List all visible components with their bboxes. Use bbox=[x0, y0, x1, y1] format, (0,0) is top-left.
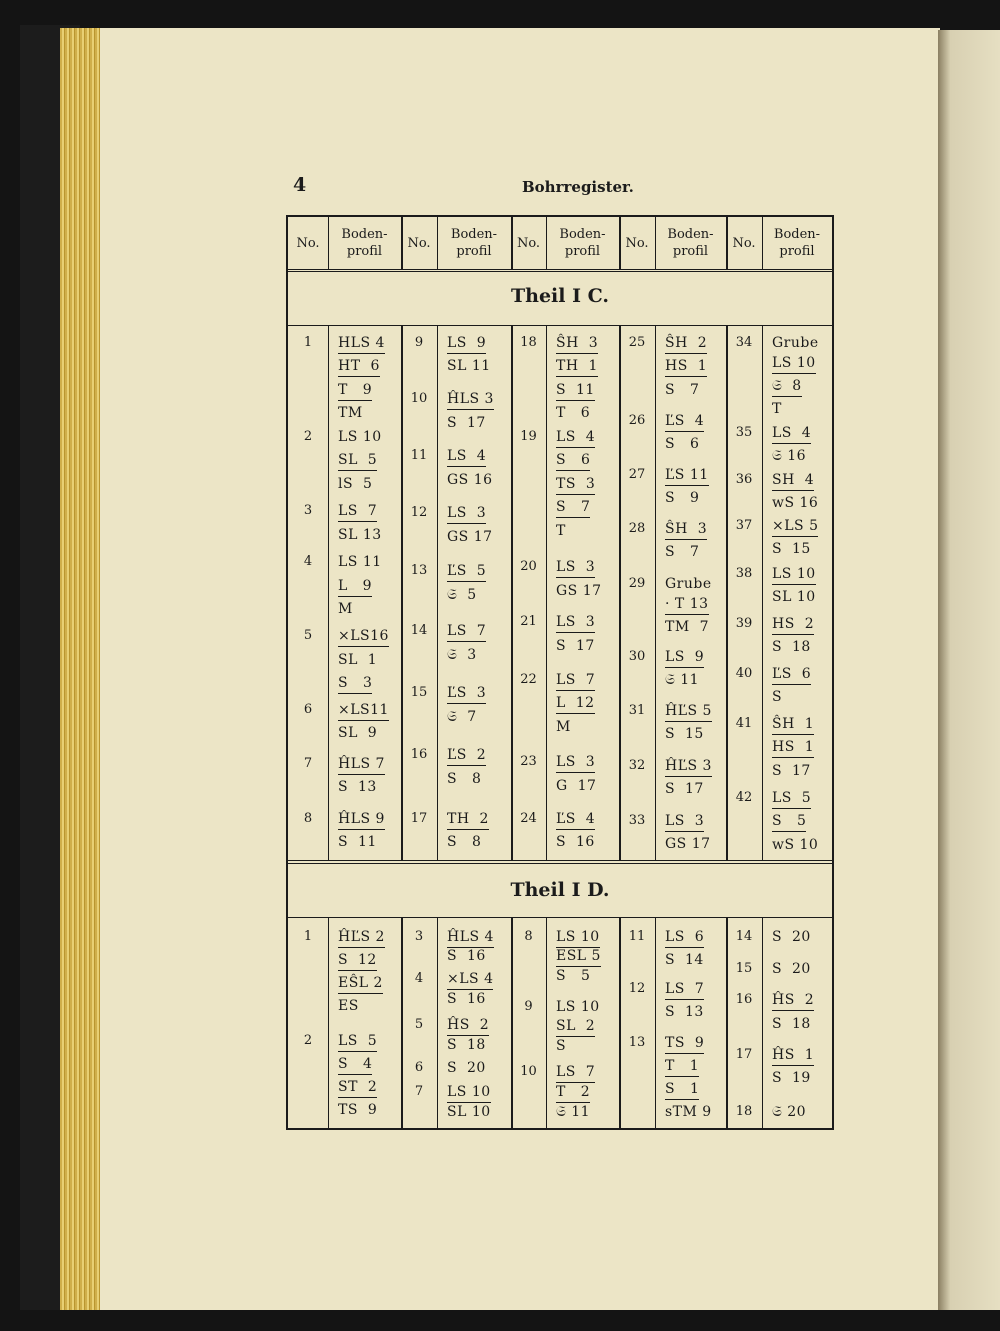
col-header-no: No. bbox=[732, 235, 756, 251]
soil-profile-entry: LS 7 bbox=[556, 1064, 596, 1080]
soil-profile-entry: S 8 bbox=[447, 834, 482, 850]
boring-number: 5 bbox=[414, 1017, 424, 1032]
page-title: Bohrregister. bbox=[522, 178, 634, 196]
soil-profile-entry: T 6 bbox=[556, 405, 591, 421]
soil-profile-entry: LS 11 bbox=[338, 554, 382, 570]
soil-profile-entry: ×LS 5 bbox=[772, 518, 819, 534]
soil-profile-entry: TM 7 bbox=[665, 619, 709, 635]
boring-number: 13 bbox=[628, 1035, 646, 1050]
column-separator bbox=[619, 217, 621, 269]
soil-profile-entry: S 18 bbox=[447, 1037, 486, 1053]
boring-number: 3 bbox=[414, 929, 424, 944]
column-rule bbox=[328, 325, 329, 860]
soil-profile-entry: ŜH 2 bbox=[665, 335, 708, 351]
section-title-id: Theil I D. bbox=[510, 879, 610, 901]
soil-profile-entry: LS 10 bbox=[338, 429, 382, 445]
soil-profile-entry: S 5 bbox=[772, 813, 807, 829]
soil-profile-entry: ĤĽS 5 bbox=[665, 703, 712, 719]
soil-profile-entry: S 18 bbox=[772, 1016, 811, 1032]
boring-number: 21 bbox=[520, 614, 537, 629]
boring-number: 18 bbox=[735, 1104, 753, 1119]
boring-number: 35 bbox=[735, 425, 753, 440]
soil-profile-entry: S 3 bbox=[338, 675, 373, 691]
boring-number: 17 bbox=[410, 811, 428, 826]
soil-profile-entry: SL 10 bbox=[772, 589, 816, 605]
col-header-profile: Boden- profil bbox=[450, 227, 498, 259]
column-rule bbox=[546, 917, 547, 1128]
soil-profile-entry: LS 6 bbox=[665, 929, 705, 945]
soil-profile-entry: T bbox=[772, 401, 782, 417]
column-rule bbox=[762, 325, 763, 860]
boring-number: 23 bbox=[520, 754, 537, 769]
boring-number: 41 bbox=[735, 716, 753, 731]
col-header-no: No. bbox=[407, 235, 431, 251]
soil-profile-entry: S bbox=[772, 689, 783, 705]
boring-number: 22 bbox=[520, 672, 537, 687]
column-separator bbox=[401, 917, 403, 1128]
boring-number: 19 bbox=[520, 429, 537, 444]
boring-number: 34 bbox=[735, 335, 753, 350]
boring-number: 37 bbox=[735, 518, 753, 533]
soil-profile-entry: HS 1 bbox=[772, 739, 815, 755]
soil-profile-entry: GS 16 bbox=[447, 472, 493, 488]
col-header-no: No. bbox=[625, 235, 649, 251]
soil-profile-entry: ĽS 5 bbox=[447, 563, 487, 579]
soil-profile-entry: T 1 bbox=[665, 1058, 700, 1074]
boring-number: 14 bbox=[410, 623, 428, 638]
col-header-profile: Boden- profil bbox=[667, 227, 714, 259]
boring-number: 13 bbox=[410, 563, 428, 578]
column-rule bbox=[655, 217, 656, 269]
soil-profile-entry: S 20 bbox=[772, 929, 811, 945]
boring-number: 17 bbox=[735, 1047, 753, 1062]
soil-profile-entry: 𝔖 20 bbox=[772, 1104, 807, 1120]
soil-profile-entry: S 5 bbox=[556, 968, 591, 984]
column-rule bbox=[437, 217, 438, 269]
soil-profile-entry: ×LS 4 bbox=[447, 971, 494, 987]
boring-number: 36 bbox=[735, 472, 753, 487]
soil-profile-entry: ĤLS 9 bbox=[338, 811, 385, 827]
column-rule bbox=[437, 917, 438, 1128]
boring-number: 4 bbox=[303, 554, 313, 569]
boring-number: 15 bbox=[735, 961, 753, 976]
boring-number: 5 bbox=[303, 628, 313, 643]
soil-profile-entry: 𝔖 8 bbox=[772, 378, 802, 394]
soil-profile-entry: S 1 bbox=[665, 1081, 700, 1097]
soil-profile-entry: SL 1 bbox=[338, 652, 378, 668]
soil-profile-entry: S 17 bbox=[447, 415, 486, 431]
soil-profile-entry: T 9 bbox=[338, 382, 373, 398]
boring-number: 12 bbox=[628, 981, 646, 996]
soil-profile-entry: ST 2 bbox=[338, 1079, 378, 1095]
soil-profile-entry: S 16 bbox=[447, 948, 486, 964]
soil-profile-entry: LS 7 bbox=[556, 672, 596, 688]
column-separator bbox=[726, 325, 728, 860]
soil-profile-entry: L 12 bbox=[556, 695, 595, 711]
soil-profile-entry: Grube bbox=[772, 335, 819, 351]
soil-profile-entry: 𝔖 3 bbox=[447, 647, 477, 663]
boring-number: 29 bbox=[628, 576, 646, 591]
soil-profile-entry: ES bbox=[338, 998, 359, 1014]
soil-profile-entry: M bbox=[556, 719, 571, 735]
boring-number: 14 bbox=[735, 929, 753, 944]
soil-profile-entry: S 8 bbox=[447, 771, 482, 787]
boring-number: 39 bbox=[735, 616, 753, 631]
boring-number: 9 bbox=[414, 335, 424, 350]
soil-profile-entry: HLS 4 bbox=[338, 335, 385, 351]
soil-profile-entry: T 2 bbox=[556, 1084, 591, 1100]
soil-profile-entry: M bbox=[338, 601, 353, 617]
soil-profile-entry: L 9 bbox=[338, 578, 373, 594]
soil-profile-entry: 𝔖 5 bbox=[447, 587, 477, 603]
soil-profile-entry: LS 7 bbox=[338, 503, 378, 519]
soil-profile-entry: TH 2 bbox=[447, 811, 489, 827]
soil-profile-entry: SL 13 bbox=[338, 527, 382, 543]
boring-number: 20 bbox=[520, 559, 537, 574]
soil-profile-entry: T bbox=[556, 523, 566, 539]
soil-profile-entry: ĤĽS 2 bbox=[338, 929, 385, 945]
boring-number: 4 bbox=[414, 971, 424, 986]
boring-number: 9 bbox=[524, 999, 533, 1014]
column-rule bbox=[546, 325, 547, 860]
boring-number: 28 bbox=[628, 521, 646, 536]
soil-profile-entry: LS 7 bbox=[665, 981, 705, 997]
soil-profile-entry: SH 4 bbox=[772, 472, 815, 488]
section-divider bbox=[288, 917, 832, 918]
boring-number: 10 bbox=[410, 391, 428, 406]
boring-number: 11 bbox=[410, 448, 428, 463]
soil-profile-entry: ŜH 1 bbox=[772, 716, 815, 732]
soil-profile-entry: ĤĽS 3 bbox=[665, 758, 712, 774]
soil-profile-entry: LS 7 bbox=[447, 623, 487, 639]
soil-profile-entry: ĤLS 3 bbox=[447, 391, 494, 407]
soil-profile-entry: HS 2 bbox=[772, 616, 815, 632]
soil-profile-entry: S 17 bbox=[772, 763, 811, 779]
column-rule bbox=[546, 217, 547, 269]
soil-profile-entry: ĽS 2 bbox=[447, 747, 487, 763]
soil-profile-entry: S 18 bbox=[772, 639, 811, 655]
boring-number: 1 bbox=[303, 929, 313, 944]
boring-number: 6 bbox=[414, 1060, 424, 1075]
soil-profile-entry: TH 1 bbox=[556, 358, 598, 374]
column-separator bbox=[511, 217, 513, 269]
soil-profile-entry: LS 9 bbox=[665, 649, 705, 665]
bohrregister-table bbox=[286, 215, 834, 1130]
soil-profile-entry: sTM 9 bbox=[665, 1104, 712, 1120]
soil-profile-entry: LS 10 bbox=[447, 1084, 491, 1100]
section-divider bbox=[288, 325, 832, 326]
boring-number: 16 bbox=[735, 992, 753, 1007]
soil-profile-entry: · T 13 bbox=[665, 596, 709, 612]
soil-profile-entry: S 13 bbox=[338, 779, 377, 795]
soil-profile-entry: SL 11 bbox=[447, 358, 491, 374]
boring-number: 6 bbox=[303, 702, 313, 717]
soil-profile-entry: S 11 bbox=[338, 834, 377, 850]
soil-profile-entry: LS 10 bbox=[556, 999, 600, 1015]
page-number: 4 bbox=[293, 174, 307, 196]
table-header-row bbox=[288, 217, 832, 272]
soil-profile-entry: LS 5 bbox=[772, 790, 812, 806]
soil-profile-entry: LS 10 bbox=[556, 929, 600, 945]
soil-profile-entry: ĽS 3 bbox=[447, 685, 487, 701]
soil-profile-entry: S 9 bbox=[665, 490, 700, 506]
boring-number: 7 bbox=[414, 1084, 424, 1099]
soil-profile-entry: GS 17 bbox=[556, 583, 602, 599]
soil-profile-entry: GS 17 bbox=[665, 836, 711, 852]
soil-profile-entry: S 7 bbox=[665, 382, 700, 398]
col-header-profile: Boden- profil bbox=[773, 227, 821, 259]
soil-profile-entry: ĽS 6 bbox=[772, 666, 812, 682]
soil-profile-entry: SL 9 bbox=[338, 725, 378, 741]
soil-profile-entry: S 15 bbox=[772, 541, 811, 557]
col-header-profile: Boden- profil bbox=[341, 227, 388, 259]
boring-number: 2 bbox=[303, 1033, 313, 1048]
soil-profile-entry: TS 3 bbox=[556, 476, 596, 492]
soil-profile-entry: LS 3 bbox=[665, 813, 705, 829]
soil-profile-entry: S 13 bbox=[665, 1004, 704, 1020]
soil-profile-entry: EŜL 2 bbox=[338, 975, 383, 991]
soil-profile-entry: ĤS 2 bbox=[772, 992, 815, 1008]
col-header-no: No. bbox=[296, 235, 320, 251]
column-separator bbox=[619, 325, 621, 860]
soil-profile-entry: ĤLS 4 bbox=[447, 929, 494, 945]
boring-number: 33 bbox=[628, 813, 646, 828]
soil-profile-entry: S 19 bbox=[772, 1070, 811, 1086]
soil-profile-entry: LS 3 bbox=[556, 614, 596, 630]
soil-profile-entry: ŜH 3 bbox=[665, 521, 708, 537]
soil-profile-entry: S bbox=[556, 1038, 567, 1054]
boring-number: 27 bbox=[628, 467, 646, 482]
col-header-profile: Boden- profil bbox=[559, 227, 606, 259]
soil-profile-entry: 𝔖 11 bbox=[556, 1104, 591, 1120]
soil-profile-entry: TM bbox=[338, 405, 363, 421]
next-page-edge bbox=[938, 30, 1000, 1310]
boring-number: 24 bbox=[520, 811, 537, 826]
column-rule bbox=[762, 217, 763, 269]
column-rule bbox=[655, 325, 656, 860]
soil-profile-entry: 𝔖 11 bbox=[665, 672, 700, 688]
boring-number: 15 bbox=[410, 685, 428, 700]
column-separator bbox=[726, 917, 728, 1128]
boring-number: 7 bbox=[303, 756, 313, 771]
soil-profile-entry: SL 2 bbox=[556, 1018, 596, 1034]
soil-profile-entry: S 17 bbox=[665, 781, 704, 797]
boring-number: 40 bbox=[735, 666, 753, 681]
soil-profile-entry: S 7 bbox=[665, 544, 700, 560]
soil-profile-entry: S 12 bbox=[338, 952, 377, 968]
soil-profile-entry: SL 5 bbox=[338, 452, 378, 468]
soil-profile-entry: S 20 bbox=[447, 1060, 486, 1076]
soil-profile-entry: LS 4 bbox=[447, 448, 487, 464]
soil-profile-entry: LS 4 bbox=[556, 429, 596, 445]
soil-profile-entry: SL 10 bbox=[447, 1104, 491, 1120]
column-rule bbox=[655, 917, 656, 1128]
soil-profile-entry: S 20 bbox=[772, 961, 811, 977]
soil-profile-entry: LS 5 bbox=[338, 1033, 378, 1049]
boring-number: 26 bbox=[628, 413, 646, 428]
section-title-ic: Theil I C. bbox=[511, 285, 609, 307]
soil-profile-entry: S 14 bbox=[665, 952, 704, 968]
boring-number: 11 bbox=[628, 929, 646, 944]
soil-profile-entry: ×LS16 bbox=[338, 628, 389, 644]
soil-profile-entry: LS 4 bbox=[772, 425, 812, 441]
soil-profile-entry: G 17 bbox=[556, 778, 597, 794]
soil-profile-entry: TS 9 bbox=[665, 1035, 705, 1051]
soil-profile-entry: S 4 bbox=[338, 1056, 373, 1072]
boring-number: 32 bbox=[628, 758, 646, 773]
soil-profile-entry: S 15 bbox=[665, 726, 704, 742]
boring-number: 31 bbox=[628, 703, 646, 718]
soil-profile-entry: LS 3 bbox=[556, 754, 596, 770]
soil-profile-entry: LS 10 bbox=[772, 355, 816, 371]
soil-profile-entry: wS 10 bbox=[772, 837, 819, 853]
column-separator bbox=[401, 325, 403, 860]
soil-profile-entry: LS 3 bbox=[447, 505, 487, 521]
soil-profile-entry: Grube bbox=[665, 576, 712, 592]
column-separator bbox=[401, 217, 403, 269]
soil-profile-entry: 𝔖 7 bbox=[447, 709, 477, 725]
boring-number: 10 bbox=[520, 1064, 537, 1079]
soil-profile-entry: S 11 bbox=[556, 382, 595, 398]
soil-profile-entry: ĤS 2 bbox=[447, 1017, 490, 1033]
soil-profile-entry: ŜH 3 bbox=[556, 335, 599, 351]
boring-number: 8 bbox=[524, 929, 533, 944]
soil-profile-entry: S 6 bbox=[556, 452, 591, 468]
soil-profile-entry: ĤLS 7 bbox=[338, 756, 385, 772]
soil-profile-entry: ĤS 1 bbox=[772, 1047, 815, 1063]
soil-profile-entry: lS 5 bbox=[338, 476, 373, 492]
column-rule bbox=[437, 325, 438, 860]
soil-profile-entry: HT 6 bbox=[338, 358, 380, 374]
column-rule bbox=[328, 217, 329, 269]
soil-profile-entry: S 6 bbox=[665, 436, 700, 452]
boring-number: 18 bbox=[520, 335, 537, 350]
column-separator bbox=[511, 325, 513, 860]
soil-profile-entry: S 16 bbox=[447, 991, 486, 1007]
soil-profile-entry: LS 9 bbox=[447, 335, 487, 351]
boring-number: 30 bbox=[628, 649, 646, 664]
soil-profile-entry: GS 17 bbox=[447, 529, 493, 545]
boring-number: 2 bbox=[303, 429, 313, 444]
soil-profile-entry: LS 10 bbox=[772, 566, 816, 582]
soil-profile-entry: ×LS11 bbox=[338, 702, 389, 718]
boring-number: 42 bbox=[735, 790, 753, 805]
boring-number: 3 bbox=[303, 503, 313, 518]
col-header-no: No. bbox=[516, 235, 541, 251]
boring-number: 1 bbox=[303, 335, 313, 350]
soil-profile-entry: ĽS 4 bbox=[556, 811, 596, 827]
soil-profile-entry: S 17 bbox=[556, 638, 595, 654]
column-separator bbox=[726, 217, 728, 269]
soil-profile-entry: ĽS 4 bbox=[665, 413, 705, 429]
soil-profile-entry: HS 1 bbox=[665, 358, 708, 374]
boring-number: 25 bbox=[628, 335, 646, 350]
soil-profile-entry: ESL 5 bbox=[556, 948, 601, 964]
boring-number: 8 bbox=[303, 811, 313, 826]
soil-profile-entry: TS 9 bbox=[338, 1102, 378, 1118]
boring-number: 38 bbox=[735, 566, 753, 581]
soil-profile-entry: S 7 bbox=[556, 499, 591, 515]
soil-profile-entry: 𝔖 16 bbox=[772, 448, 807, 464]
boring-number: 12 bbox=[410, 505, 428, 520]
column-rule bbox=[762, 917, 763, 1128]
soil-profile-entry: LS 3 bbox=[556, 559, 596, 575]
section-divider bbox=[288, 860, 832, 864]
soil-profile-entry: ĽS 11 bbox=[665, 467, 709, 483]
boring-number: 16 bbox=[410, 747, 428, 762]
column-separator bbox=[619, 917, 621, 1128]
column-rule bbox=[328, 917, 329, 1128]
column-separator bbox=[511, 917, 513, 1128]
soil-profile-entry: S 16 bbox=[556, 834, 595, 850]
soil-profile-entry: wS 16 bbox=[772, 495, 819, 511]
